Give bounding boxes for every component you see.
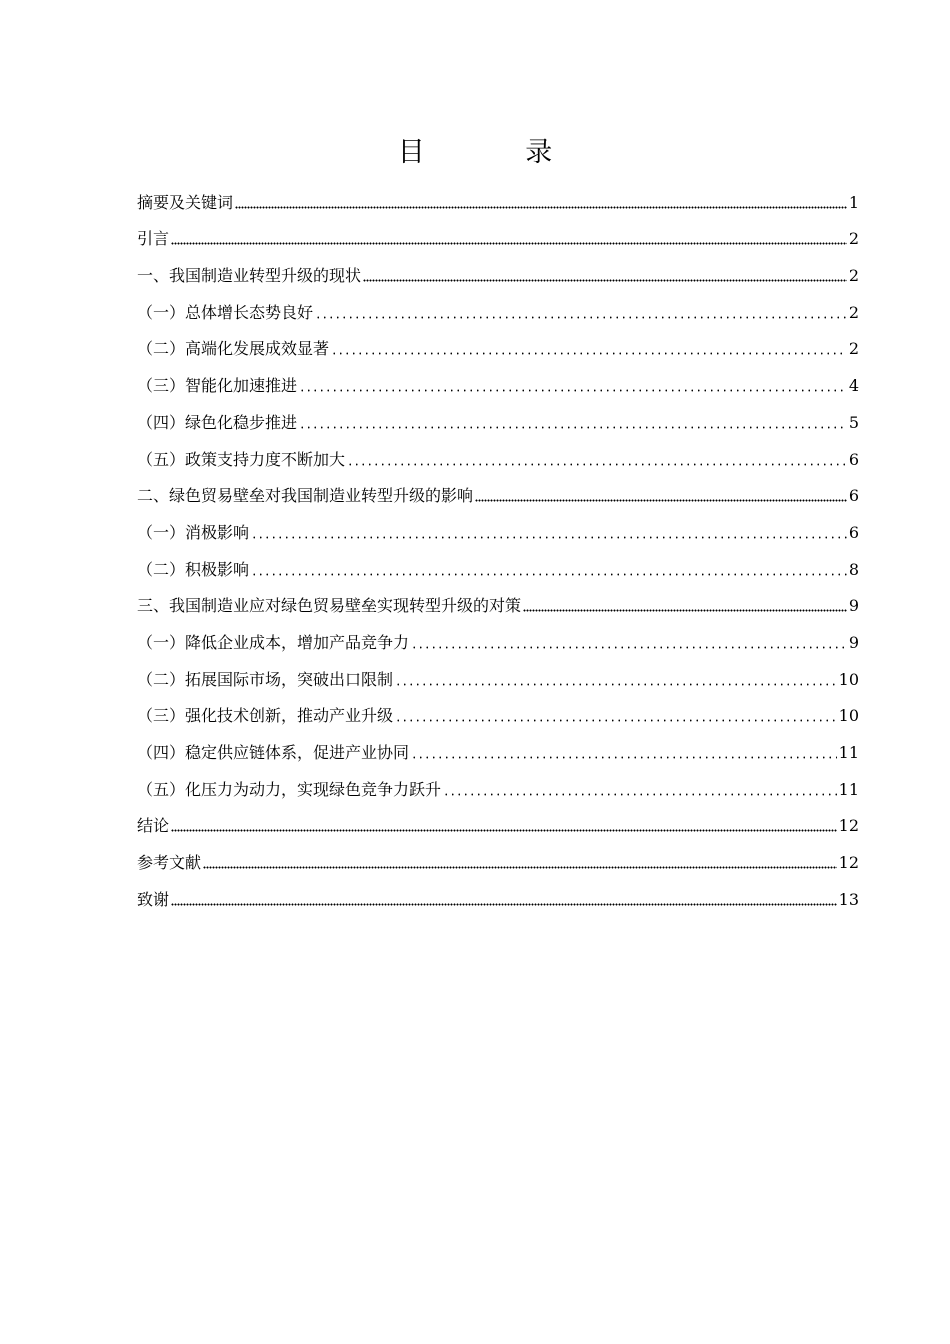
toc-entry-label: （四）绿色化稳步推进 [137, 412, 298, 432]
toc-entry-label: 摘要及关键词 [137, 192, 234, 212]
toc-subentry[interactable] [137, 512, 859, 549]
toc-leader-dots [347, 454, 847, 466]
toc-entry-page: 8 [848, 559, 859, 579]
toc-subentry[interactable] [137, 292, 859, 329]
toc-leader-dots [411, 747, 837, 759]
toc-entry-page: 9 [848, 632, 859, 652]
toc-entry-page: 1 [848, 192, 859, 212]
toc-leader-dots [251, 527, 847, 539]
toc-entry-page: 4 [848, 376, 859, 396]
toc-entry-label: 引言 [137, 229, 170, 249]
toc-title: 目 录 [397, 137, 599, 168]
toc-entry-label: （五）政策支持力度不断加大 [137, 449, 346, 469]
toc-entry[interactable] [137, 182, 859, 219]
toc-entry-label: （一）总体增长态势良好 [137, 302, 314, 322]
toc-entry-label: 参考文献 [137, 853, 202, 873]
toc-subentry[interactable] [137, 439, 859, 476]
toc-entry[interactable] [137, 879, 859, 916]
toc-entry-label: （一）降低企业成本，增加产品竞争力 [137, 632, 410, 652]
toc-entry-page: 11 [838, 743, 859, 762]
toc-leader-dots [523, 600, 847, 612]
toc-entry[interactable] [137, 255, 859, 292]
toc-leader-dots [235, 197, 847, 209]
toc-entry-label: 结论 [137, 816, 170, 836]
toc-entry-label: 二、绿色贸易壁垒对我国制造业转型升级的影响 [137, 486, 474, 506]
toc-leader-dots [171, 233, 847, 245]
toc-subentry[interactable] [137, 659, 859, 696]
toc-entry-label: 致谢 [137, 889, 170, 909]
toc-subentry[interactable] [137, 622, 859, 659]
toc-subentry[interactable] [137, 549, 859, 586]
toc-subentry[interactable] [137, 732, 859, 769]
toc-leader-dots [475, 490, 847, 502]
toc-entry-page: 9 [848, 596, 859, 616]
toc-entry-label: （二）积极影响 [137, 559, 250, 579]
toc-entry-label: （一）消极影响 [137, 522, 250, 542]
toc-entry[interactable] [137, 586, 859, 623]
toc-entry-label: 三、我国制造业应对绿色贸易壁垒实现转型升级的对策 [137, 596, 522, 616]
toc-entry-page: 10 [838, 706, 859, 726]
toc-entry[interactable] [137, 842, 859, 879]
toc-subentry[interactable] [137, 329, 859, 366]
toc-subentry[interactable] [137, 402, 859, 439]
toc-entry-label: （五）化压力为动力，实现绿色竞争力跃升 [137, 779, 442, 799]
toc-entry-page: 2 [848, 229, 859, 249]
toc-entry-page: 2 [848, 339, 859, 359]
toc-entry[interactable] [137, 476, 859, 513]
toc-entry[interactable] [137, 219, 859, 256]
toc-leader-dots [171, 820, 837, 832]
toc-leader-dots [331, 343, 847, 355]
toc-entry-page: 2 [848, 302, 859, 322]
toc-leader-dots [411, 637, 847, 649]
toc-leader-dots [363, 270, 847, 282]
toc-entry-page: 6 [848, 486, 859, 506]
toc-entry-page: 6 [848, 449, 859, 469]
toc-leader-dots [171, 894, 837, 906]
toc-entry-label: （三）强化技术创新，推动产业升级 [137, 706, 394, 726]
toc-entry-page: 12 [838, 853, 859, 873]
toc-entry-page: 2 [848, 266, 859, 286]
toc-leader-dots [299, 380, 847, 392]
toc-leader-dots [395, 710, 837, 722]
toc-leader-dots [203, 857, 837, 869]
toc-entry-label: （二）高端化发展成效显著 [137, 339, 330, 359]
toc-entry-label: （四）稳定供应链体系，促进产业协同 [137, 743, 410, 762]
toc-entry-label: 一、我国制造业转型升级的现状 [137, 266, 362, 286]
toc-entry-page: 11 [838, 779, 859, 799]
toc-leader-dots [251, 564, 847, 576]
toc-leader-dots [315, 307, 847, 319]
toc-entry-label: （三）智能化加速推进 [137, 376, 298, 396]
toc-leader-dots [395, 674, 837, 686]
toc-entry-page: 12 [838, 816, 859, 836]
toc-list [137, 182, 859, 916]
toc-subentry[interactable] [137, 769, 859, 806]
toc-entry-page: 10 [838, 669, 859, 689]
toc-leader-dots [299, 417, 847, 429]
toc-entry-label: （二）拓展国际市场，突破出口限制 [137, 669, 394, 689]
toc-subentry[interactable] [137, 696, 859, 733]
toc-entry-page: 13 [838, 889, 859, 909]
toc-leader-dots [443, 784, 837, 796]
toc-entry-page: 6 [848, 522, 859, 542]
toc-entry-page: 5 [848, 412, 859, 432]
toc-entry[interactable] [137, 806, 859, 843]
toc-subentry[interactable] [137, 365, 859, 402]
